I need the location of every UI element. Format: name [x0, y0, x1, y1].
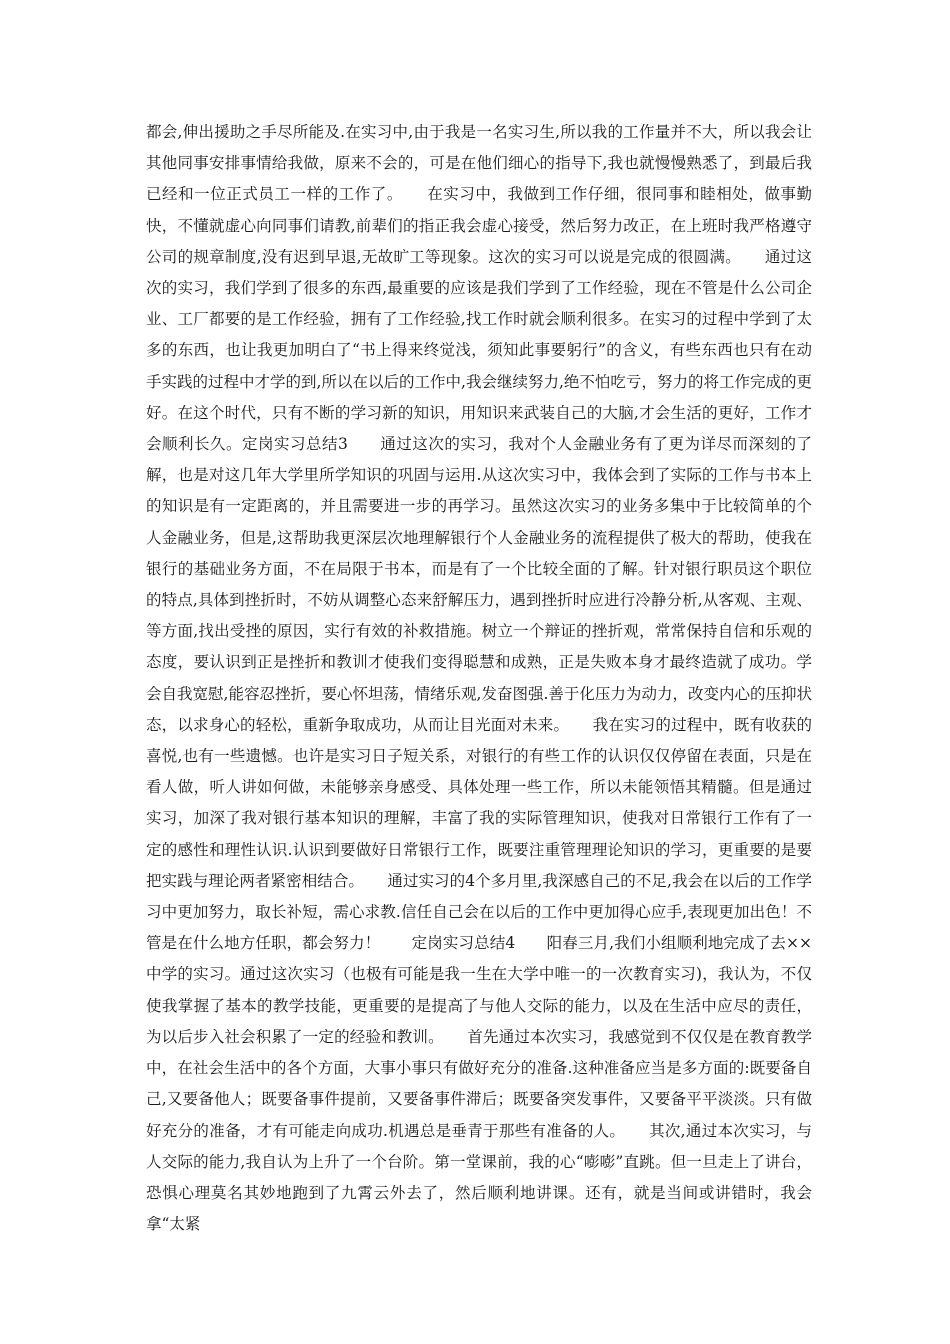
- document-body-text: 都会,伸出援助之手尽所能及.在实习中,由于我是一名实习生,所以我的工作量并不大，所以我会让其他同事安排事情给我做，原来不会的，可是在他们细心的指导下,我也就慢慢熟悉了，到最后我已经和一位正式员工一样的工作了。 在实习中，我做到工作仔细，很同事和睦相处，做事勤快，不懂就虚心向同事们请教,前辈们的指正我会虚心接受，然后努力改正，在上班时我严格遵守公司的规章制度,没有迟到早退,无故旷工等现象。这次的实习可以说是完成的很圆满。 通过这次的实习，我们学到了很多的东西,最重要的应该是我们学到了工作经验，现在不管是什么公司企业、工厂都要的是工作经验，拥有了工作经验,找工作时就会顺利很多。在实习的过程中学到了太多的东西，也让我更加明白了“书上得来终觉浅，须知此事要躬行”的含义，有些东西也只有在动手实践的过程中才学的到,所以在以后的工作中,我会继续努力,绝不怕吃亏，努力的将工作完成的更好。在这个时代，只有不断的学习新的知识，用知识来武装自己的大脑,才会生活的更好，工作才会顺利长久。定岗实习总结3 通过这次的实习，我对个人金融业务有了更为详尽而深刻的了解，也是对这几年大学里所学知识的巩固与运用.从这次实习中，我体会到了实际的工作与书本上的知识是有一定距离的，并且需要进一步的再学习。虽然这次实习的业务多集中于比较简单的个人金融业务，但是,这帮助我更深层次地理解银行个人金融业务的流程提供了极大的帮助，使我在银行的基础业务方面，不在局限于书本，而是有了一个比较全面的了解。针对银行职员这个职位的特点,具体到挫折时，不妨从调整心态来舒解压力，遇到挫折时应进行冷静分析,从客观、主观、等方面,找出受挫的原因，实行有效的补救措施。树立一个辩证的挫折观，常常保持自信和乐观的态度，要认识到正是挫折和教训才使我们变得聪慧和成熟，正是失败本身才最终造就了成功。学会自我宽慰,能容忍挫折，要心怀坦荡，情绪乐观,发奋图强.善于化压力为动力，改变内心的压抑状态，以求身心的轻松，重新争取成功，从而让目光面对未来。 我在实习的过程中，既有收获的喜悦,也有一些遗憾。也许是实习日子短关系，对银行的有些工作的认识仅仅停留在表面，只是在看人做，听人讲如何做，未能够亲身感受、具体处理一些工作，所以未能领悟其精髓。但是通过实习，加深了我对银行基本知识的理解，丰富了我的实际管理知识，使我对日常银行工作有了一定的感性和理性认识.认识到要做好日常银行工作，既要注重管理理论知识的学习，更重要的是要把实践与理论两者紧密相结合。 通过实习的4个多月里,我深感自己的不足,我会在以后的工作学习中更加努力，取长补短，需心求教.信任自己会在以后的工作中更加得心应手,表现更加出色！不管是在什么地方任职，都会努力！ 定岗实习总结4 阳春三月,我们小组顺利地完成了去××中学的实习。通过这次实习（也极有可能是我一生在大学中唯一的一次教育实习)，我认为，不仅使我掌握了基本的教学技能，更重要的是提高了与他人交际的能力，以及在生活中应尽的责任，为以后步入社会积累了一定的经验和教训。 首先通过本次实习，我感觉到不仅仅是在教育教学中，在社会生活中的各个方面，大事小事只有做好充分的准备.这种准备应当是多方面的:既要备自己,又要备他人；既要备事件提前，又要备事件滞后；既要备突发事件，又要备平平淡淡。只有做好充分的准备，才有可能走向成功.机遇总是垂青于那些有准备的人。 其次,通过本次实习，与人交际的能力,我自认为上升了一个台阶。第一堂课前，我的心“嘭嘭”直跳。但一旦走上了讲台，恐惧心理莫名其妙地跑到了九霄云外去了，然后顺利地讲课。还有，就是当间或讲错时，我会拿“太紧: [146, 123, 813, 1234]
